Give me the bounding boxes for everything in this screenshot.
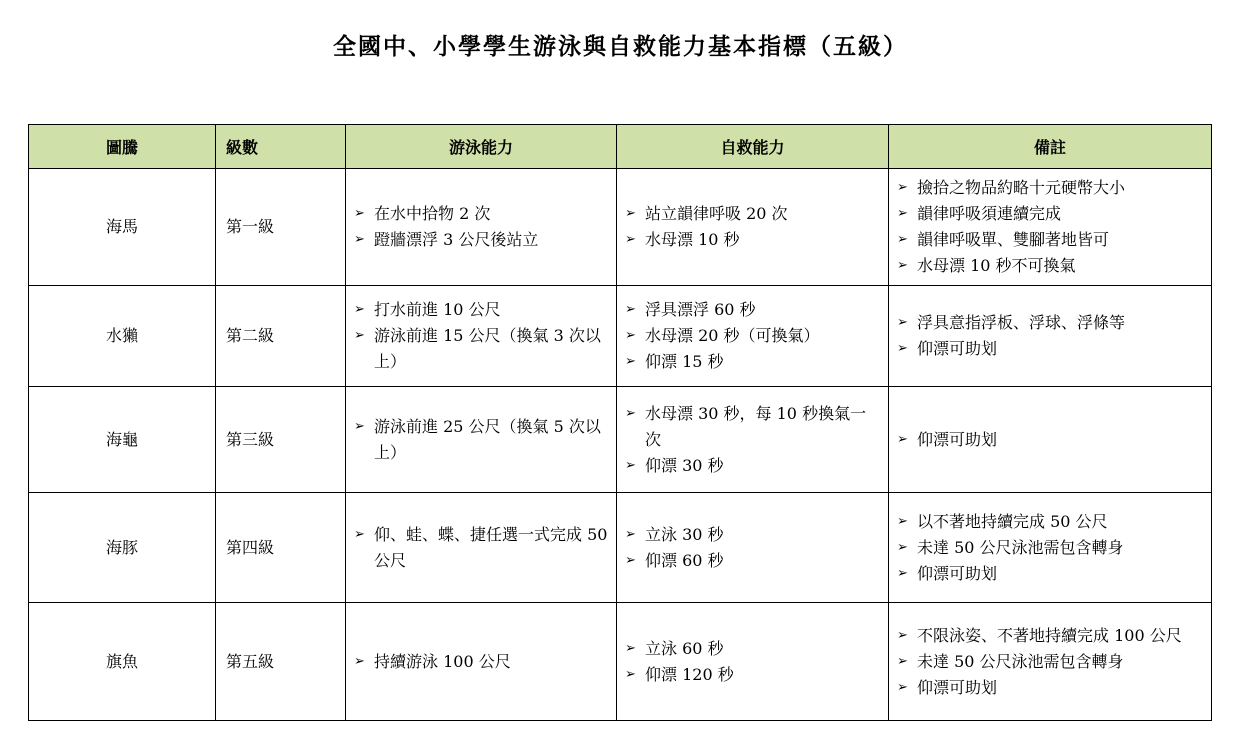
list-item-text: 水母漂 30 秒，每 10 秒換氣一次 (645, 403, 867, 449)
list-item (625, 522, 882, 548)
level-cell: 第二級 (216, 286, 346, 387)
arrow-bullet-icon: ➢ (625, 526, 636, 542)
bullet-list (897, 310, 1205, 362)
bullet-list (897, 427, 1205, 453)
table-row (29, 387, 1212, 493)
arrow-bullet-icon: ➢ (354, 302, 365, 317)
bullet-list (625, 401, 882, 479)
list-item (354, 522, 610, 574)
list-item-text: 未達 50 公尺泳池需包含轉身 (917, 537, 1124, 557)
list-item-text: 仰漂可助划 (917, 429, 998, 449)
level-cell: 第四級 (216, 493, 346, 603)
list-item-text: 打水前進 10 公尺 (374, 300, 501, 319)
icon-name-cell: 海豚 (29, 493, 216, 603)
bullet-list (625, 522, 882, 574)
arrow-bullet-icon: ➢ (897, 232, 908, 247)
header-self-rescue: 自救能力 (617, 125, 889, 169)
icon-name-cell: 水獺 (29, 286, 216, 387)
arrow-bullet-icon: ➢ (625, 457, 636, 473)
list-item-text: 仰、蛙、蝶、捷任選一式完成 50 公尺 (374, 524, 608, 570)
list-item-text: 站立韻律呼吸 20 次 (645, 204, 788, 223)
list-item-text: 水母漂 10 秒不可換氣 (917, 256, 1076, 275)
list-item-text: 水母漂 10 秒 (645, 230, 740, 249)
bullet-list (625, 636, 882, 688)
swimming-levels-table (28, 124, 1212, 721)
self-rescue-cell (617, 169, 889, 286)
arrow-bullet-icon: ➢ (625, 640, 636, 656)
list-item (625, 453, 882, 479)
icon-name-cell: 海馬 (29, 169, 216, 286)
list-item (625, 201, 882, 227)
list-item-text: 韻律呼吸須連續完成 (917, 204, 1062, 223)
swimming-ability-cell (346, 286, 617, 387)
list-item-text: 仰漂可助划 (917, 339, 998, 358)
list-item (897, 509, 1205, 535)
arrow-bullet-icon: ➢ (897, 627, 908, 643)
icon-name-cell: 旗魚 (29, 603, 216, 721)
arrow-bullet-icon: ➢ (897, 341, 908, 356)
list-item (625, 401, 882, 453)
table-header-row (29, 125, 1212, 169)
swimming-ability-cell (346, 603, 617, 721)
list-item (625, 662, 882, 688)
swimming-ability-cell (346, 169, 617, 286)
list-item (625, 323, 882, 349)
bullet-list (897, 175, 1205, 279)
list-item-text: 仰漂 120 秒 (645, 664, 734, 684)
swimming-ability-cell (346, 493, 617, 603)
list-item (625, 227, 882, 253)
list-item (625, 349, 882, 375)
remarks-cell (889, 603, 1212, 721)
arrow-bullet-icon: ➢ (354, 526, 365, 542)
list-item (897, 561, 1205, 587)
arrow-bullet-icon: ➢ (354, 206, 365, 221)
list-item (625, 297, 882, 323)
level-cell: 第一級 (216, 169, 346, 286)
bullet-list (897, 623, 1205, 701)
remarks-cell (889, 387, 1212, 493)
list-item-text: 蹬牆漂浮 3 公尺後站立 (374, 230, 539, 249)
list-item-text: 水母漂 20 秒（可換氣） (645, 326, 820, 345)
list-item-text: 仰漂 60 秒 (645, 550, 724, 570)
arrow-bullet-icon: ➢ (354, 653, 365, 669)
self-rescue-cell (617, 493, 889, 603)
table-row (29, 286, 1212, 387)
header-remarks: 備註 (889, 125, 1212, 169)
table-row (29, 169, 1212, 286)
bullet-list (354, 297, 610, 375)
list-item-text: 未達 50 公尺泳池需包含轉身 (917, 651, 1124, 671)
list-item-text: 以不著地持續完成 50 公尺 (917, 511, 1108, 531)
level-cell: 第五級 (216, 603, 346, 721)
arrow-bullet-icon: ➢ (625, 405, 636, 421)
list-item (897, 675, 1205, 701)
list-item-text: 仰漂可助划 (917, 563, 998, 583)
list-item (897, 623, 1205, 649)
table-row (29, 603, 1212, 721)
self-rescue-cell (617, 603, 889, 721)
header-swimming: 游泳能力 (346, 125, 617, 169)
arrow-bullet-icon: ➢ (897, 513, 908, 529)
arrow-bullet-icon: ➢ (625, 206, 636, 221)
list-item (354, 414, 610, 466)
list-item (897, 175, 1205, 201)
list-item-text: 立泳 30 秒 (645, 524, 724, 544)
list-item (897, 427, 1205, 453)
list-item-text: 浮具意指浮板、浮球、浮條等 (917, 313, 1126, 332)
arrow-bullet-icon: ➢ (897, 539, 908, 555)
icon-name-cell: 海龜 (29, 387, 216, 493)
list-item-text: 仰漂 15 秒 (645, 352, 724, 371)
list-item-text: 浮具漂浮 60 秒 (645, 300, 756, 319)
arrow-bullet-icon: ➢ (625, 552, 636, 568)
list-item-text: 游泳前進 25 公尺（換氣 5 次以上） (374, 416, 601, 462)
arrow-bullet-icon: ➢ (897, 206, 908, 221)
list-item-text: 仰漂 30 秒 (645, 455, 724, 475)
self-rescue-cell (617, 286, 889, 387)
arrow-bullet-icon: ➢ (897, 180, 908, 195)
bullet-list (625, 297, 882, 375)
arrow-bullet-icon: ➢ (897, 315, 908, 330)
list-item (897, 227, 1205, 253)
arrow-bullet-icon: ➢ (625, 302, 636, 317)
list-item-text: 在水中拾物 2 次 (374, 204, 491, 223)
list-item (354, 201, 610, 227)
bullet-list (354, 522, 610, 574)
arrow-bullet-icon: ➢ (625, 232, 636, 247)
arrow-bullet-icon: ➢ (897, 565, 908, 581)
table-body (29, 169, 1212, 721)
level-cell: 第三級 (216, 387, 346, 493)
arrow-bullet-icon: ➢ (897, 258, 908, 273)
arrow-bullet-icon: ➢ (354, 232, 365, 247)
bullet-list (354, 201, 610, 253)
list-item (625, 636, 882, 662)
list-item-text: 撿拾之物品約略十元硬幣大小 (917, 178, 1126, 197)
arrow-bullet-icon: ➢ (897, 431, 908, 447)
remarks-cell (889, 493, 1212, 603)
list-item (897, 253, 1205, 279)
swimming-ability-cell (346, 387, 617, 493)
list-item (625, 548, 882, 574)
header-level: 級數 (216, 125, 346, 169)
header-icon: 圖騰 (29, 125, 216, 169)
arrow-bullet-icon: ➢ (354, 418, 365, 434)
list-item-text: 韻律呼吸單、雙腳著地皆可 (917, 230, 1110, 249)
arrow-bullet-icon: ➢ (625, 666, 636, 682)
bullet-list (625, 201, 882, 253)
bullet-list (354, 649, 610, 675)
remarks-cell (889, 169, 1212, 286)
arrow-bullet-icon: ➢ (625, 328, 636, 343)
list-item (354, 297, 610, 323)
arrow-bullet-icon: ➢ (897, 653, 908, 669)
bullet-list (354, 414, 610, 466)
page-title: 全國中、小學學生游泳與自救能力基本指標（五級） (333, 34, 908, 60)
self-rescue-cell (617, 387, 889, 493)
table-row (29, 493, 1212, 603)
arrow-bullet-icon: ➢ (354, 328, 365, 343)
list-item (897, 535, 1205, 561)
list-item (897, 201, 1205, 227)
list-item (897, 310, 1205, 336)
list-item (354, 227, 610, 253)
list-item (897, 649, 1205, 675)
list-item-text: 持續游泳 100 公尺 (374, 651, 511, 671)
bullet-list (897, 509, 1205, 587)
list-item (897, 336, 1205, 362)
list-item-text: 仰漂可助划 (917, 677, 998, 697)
list-item-text: 游泳前進 15 公尺（換氣 3 次以上） (374, 326, 601, 371)
remarks-cell (889, 286, 1212, 387)
arrow-bullet-icon: ➢ (625, 354, 636, 369)
list-item (354, 649, 610, 675)
list-item-text: 立泳 60 秒 (645, 638, 724, 658)
list-item-text: 不限泳姿、不著地持續完成 100 公尺 (917, 625, 1182, 645)
arrow-bullet-icon: ➢ (897, 679, 908, 695)
list-item (354, 323, 610, 375)
